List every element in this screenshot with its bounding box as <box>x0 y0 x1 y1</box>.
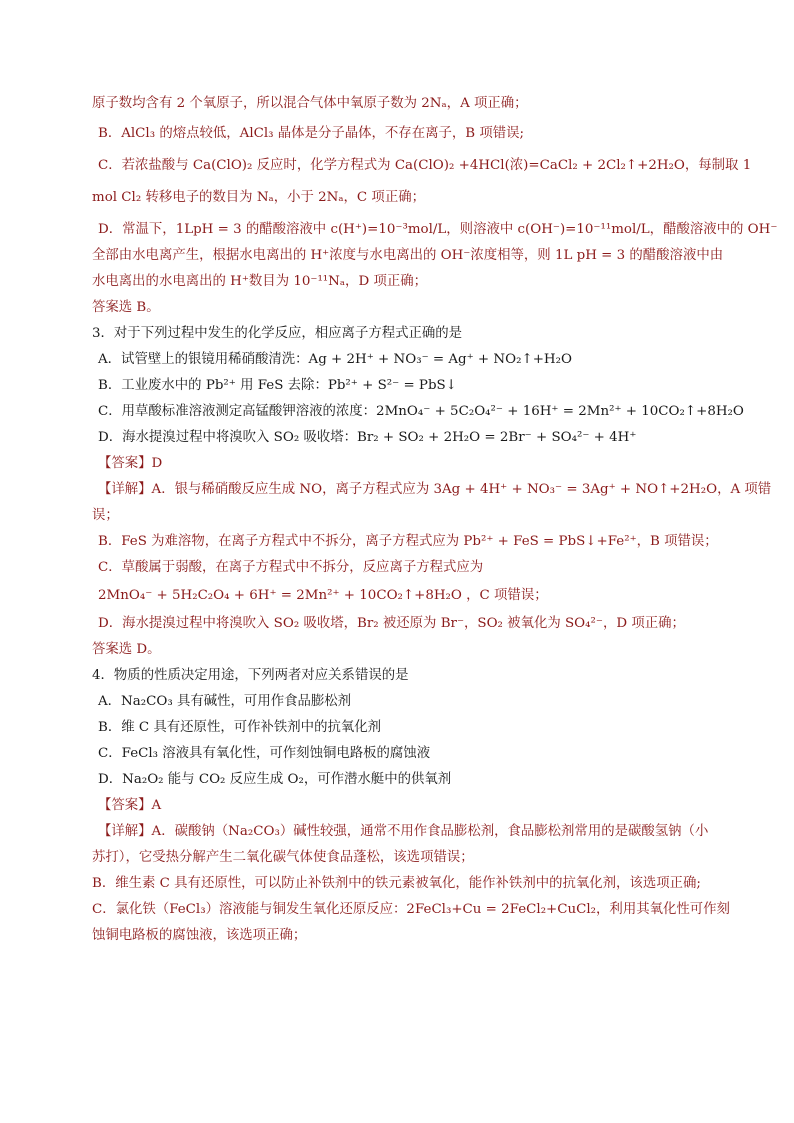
question-4-option-c: C．FeCl₃ 溶液具有氧化性，可作刻蚀铜电路板的腐蚀液 <box>98 746 431 761</box>
answer-line: 答案选 B。 <box>92 300 160 315</box>
answer-line: 答案选 D。 <box>92 642 161 657</box>
text-line: D．海水提溴过程中将溴吹入 SO₂ 吸收塔，Br₂ 被还原为 Br⁻，SO₂ 被氧化为 SO₄²⁻，D 项正确； <box>98 616 685 631</box>
question-3-option-a: A．试管壁上的银镜用稀硝酸清洗：Ag + 2H⁺ + NO₃⁻ = Ag⁺ + NO₂↑+H₂O <box>98 352 572 367</box>
question-3-option-d: D．海水提溴过程中将溴吹入 SO₂ 吸收塔：Br₂ + SO₂ + 2H₂O = 2Br⁻ + SO₄²⁻ + 4H⁺ <box>98 430 637 445</box>
text-line: B．维生素 C 具有还原性，可以防止补铁剂中的铁元素被氧化，能作补铁剂中的抗氧化剂，该选项正确; <box>92 876 701 891</box>
question-3-explanation: 【详解】A．银与稀硝酸反应生成 NO，离子方程式应为 3Ag + 4H⁺ + NO₃⁻ = 3Ag⁺ + NO↑+2H₂O，A 项错 <box>98 482 772 497</box>
text-line: D．常温下，1LpH = 3 的醋酸溶液中 c(H⁺)=10⁻³mol/L，则溶液中 c(OH⁻)=10⁻¹¹mol/L，醋酸溶液中的 OH⁻ <box>98 222 778 237</box>
text-line: 全部由水电离产生，根据水电离出的 H⁺浓度与水电离出的 OH⁻浓度相等，则 1L pH = 3 的醋酸溶液中由 <box>92 248 724 263</box>
text-line: C．若浓盐酸与 Ca(ClO)₂ 反应时，化学方程式为 Ca(ClO)₂ +4HCl(浓)=CaCl₂ + 2Cl₂↑+2H₂O，每制取 1 <box>98 158 752 173</box>
text-line: C．草酸属于弱酸，在离子方程式中不拆分，反应离子方程式应为 <box>98 560 484 575</box>
text-line: B．AlCl₃ 的熔点较低，AlCl₃ 晶体是分子晶体，不存在离子，B 项错误; <box>98 126 525 141</box>
question-4-option-b: B．维 C 具有还原性，可作补铁剂中的抗氧化剂 <box>98 720 382 735</box>
question-4-stem: 4．物质的性质决定用途，下列两者对应关系错误的是 <box>92 668 409 683</box>
text-line: 原子数均含有 2 个氧原子，所以混合气体中氧原子数为 2Nₐ，A 项正确； <box>92 96 528 111</box>
question-4-option-a: A．Na₂CO₃ 具有碱性，可用作食品膨松剂 <box>98 694 352 709</box>
question-4-answer: 【答案】A <box>98 798 162 813</box>
question-3-answer: 【答案】D <box>98 456 163 471</box>
question-3-stem: 3．对于下列过程中发生的化学反应，相应离子方程式正确的是 <box>92 326 463 341</box>
text-line: 蚀铜电路板的腐蚀液，该选项正确； <box>92 928 307 943</box>
text-line: B．FeS 为难溶物，在离子方程式中不拆分，离子方程式应为 Pb²⁺ + FeS = PbS↓+Fe²⁺，B 项错误； <box>98 534 718 549</box>
text-line: 2MnO₄⁻ + 5H₂C₂O₄ + 6H⁺ = 2Mn²⁺ + 10CO₂↑+8H₂O ，C 项错误； <box>98 588 548 603</box>
text-line: 苏打），它受热分解产生二氧化碳气体使食品蓬松，该选项错误； <box>92 850 474 865</box>
text-line: C．氯化铁（FeCl₃）溶液能与铜发生氧化还原反应：2FeCl₃+Cu = 2FeCl₂+CuCl₂，利用其氧化性可作刻 <box>92 902 730 917</box>
text-line: 水电离出的水电离出的 H⁺数目为 10⁻¹¹Nₐ，D 项正确； <box>92 274 428 289</box>
text-line: mol Cl₂ 转移电子的数目为 Nₐ，小于 2Nₐ，C 项正确； <box>92 190 425 205</box>
question-3-option-c: C．用草酸标准溶液测定高锰酸钾溶液的浓度：2MnO₄⁻ + 5C₂O₄²⁻ + 16H⁺ = 2Mn²⁺ + 10CO₂↑+8H₂O <box>98 404 744 419</box>
question-3-option-b: B．工业废水中的 Pb²⁺ 用 FeS 去除：Pb²⁺ + S²⁻ = PbS↓ <box>98 378 457 393</box>
text-line: 误； <box>92 508 119 523</box>
question-4-option-d: D．Na₂O₂ 能与 CO₂ 反应生成 O₂，可作潜水艇中的供氧剂 <box>98 772 452 787</box>
question-4-explanation: 【详解】A．碳酸钠（Na₂CO₃）碱性较强，通常不用作食品膨松剂，食品膨松剂常用的是碳酸氢钠（小 <box>98 824 709 839</box>
